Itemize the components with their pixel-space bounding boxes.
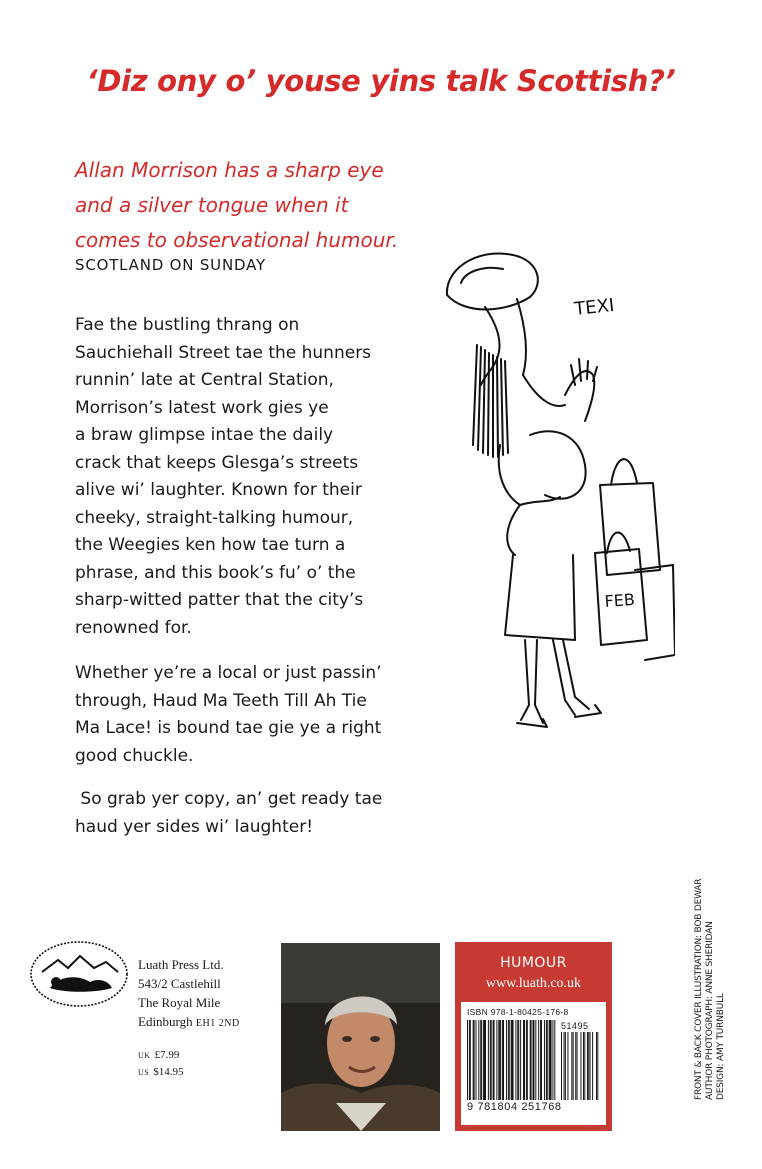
price-list <box>138 1047 183 1081</box>
barcode-box <box>455 942 612 1131</box>
body-line: alive wi’ laughter. Known for their <box>75 480 362 500</box>
price-code: 51495 <box>561 1021 589 1031</box>
review-line: comes to observational humour. <box>75 228 399 252</box>
price-uk: UK £7.99 <box>138 1049 180 1061</box>
cover-credits <box>694 879 727 1100</box>
body-line: renowned for. <box>75 617 192 638</box>
publisher-address <box>138 955 240 1033</box>
body-line: a braw glimpse intae the daily <box>75 425 334 445</box>
credit-line: AUTHOR PHOTOGRAPH: ANNE SHERIDAN <box>705 921 715 1100</box>
publisher-name: Luath Press Ltd. <box>138 957 224 972</box>
author-photo <box>281 943 440 1131</box>
bag-text: FEB <box>603 589 636 611</box>
body-line: haud yer sides wi’ laughter! <box>75 816 314 837</box>
credit-line: FRONT & BACK COVER ILLUSTRATION: BOB DEWAR <box>694 878 704 1100</box>
review-source: SCOTLAND ON SUNDAY <box>75 256 266 274</box>
price-us: US $14.95 <box>138 1066 184 1078</box>
review-line: and a silver tongue when it <box>75 193 349 217</box>
body-line: Fae the bustling thrang on <box>75 315 300 335</box>
isbn-text: ISBN 978-1-80425-176-8 <box>467 1007 569 1017</box>
body-line: Morrison’s latest work gies ye <box>75 397 329 418</box>
credit-line: DESIGN: AMY TURNBULL <box>716 993 726 1100</box>
cover-illustration <box>425 235 675 755</box>
barcode-digits: 9 781804 251768 <box>467 1101 562 1113</box>
body-line: through, Haud Ma Teeth Till Ah Tie <box>75 690 367 711</box>
review-quote <box>75 153 415 258</box>
body-line: Whether ye’re a local or just passin’ <box>75 663 382 683</box>
body-line: So grab yer copy, an’ get ready tae <box>75 789 383 809</box>
publisher-city-line: Edinburgh EH1 2ND <box>138 1014 240 1029</box>
body-line: cheeky, straight-talking humour, <box>75 507 354 528</box>
body-line: phrase, and this book’s fu’ o’ the <box>75 562 356 583</box>
headline: ‘Diz ony o’ youse yins talk Scottish?’ <box>86 64 676 98</box>
body-line: sharp-witted patter that the city’s <box>75 590 364 610</box>
body-paragraph-3 <box>75 786 410 841</box>
publisher-address-line: 543/2 Castlehill <box>138 976 221 991</box>
barcode-icon <box>467 1020 600 1100</box>
publisher-url[interactable]: www.luath.co.uk <box>485 976 582 991</box>
body-line: runnin’ late at Central Station, <box>75 370 334 390</box>
body-line: the Weegies ken how tae turn a <box>75 535 346 555</box>
body-line: good chuckle. <box>75 745 194 766</box>
body-paragraph-2 <box>75 660 410 770</box>
body-line: Ma Lace! is bound tae gie ye a right <box>75 718 382 738</box>
body-line: crack that keeps Glesga’s streets <box>75 452 359 473</box>
review-line: Allan Morrison has a sharp eye <box>75 158 384 182</box>
body-line: Sauchiehall Street tae the hunners <box>75 342 372 363</box>
publisher-postcode: EH1 2ND <box>195 1018 240 1029</box>
category-label: HUMOUR <box>500 955 567 971</box>
publisher-logo-icon <box>28 938 130 1010</box>
barcode-panel <box>461 1002 606 1125</box>
publisher-address-line: The Royal Mile <box>138 995 221 1010</box>
taxi-sign-text: TEXI <box>573 294 616 320</box>
body-paragraph-1 <box>75 312 410 642</box>
